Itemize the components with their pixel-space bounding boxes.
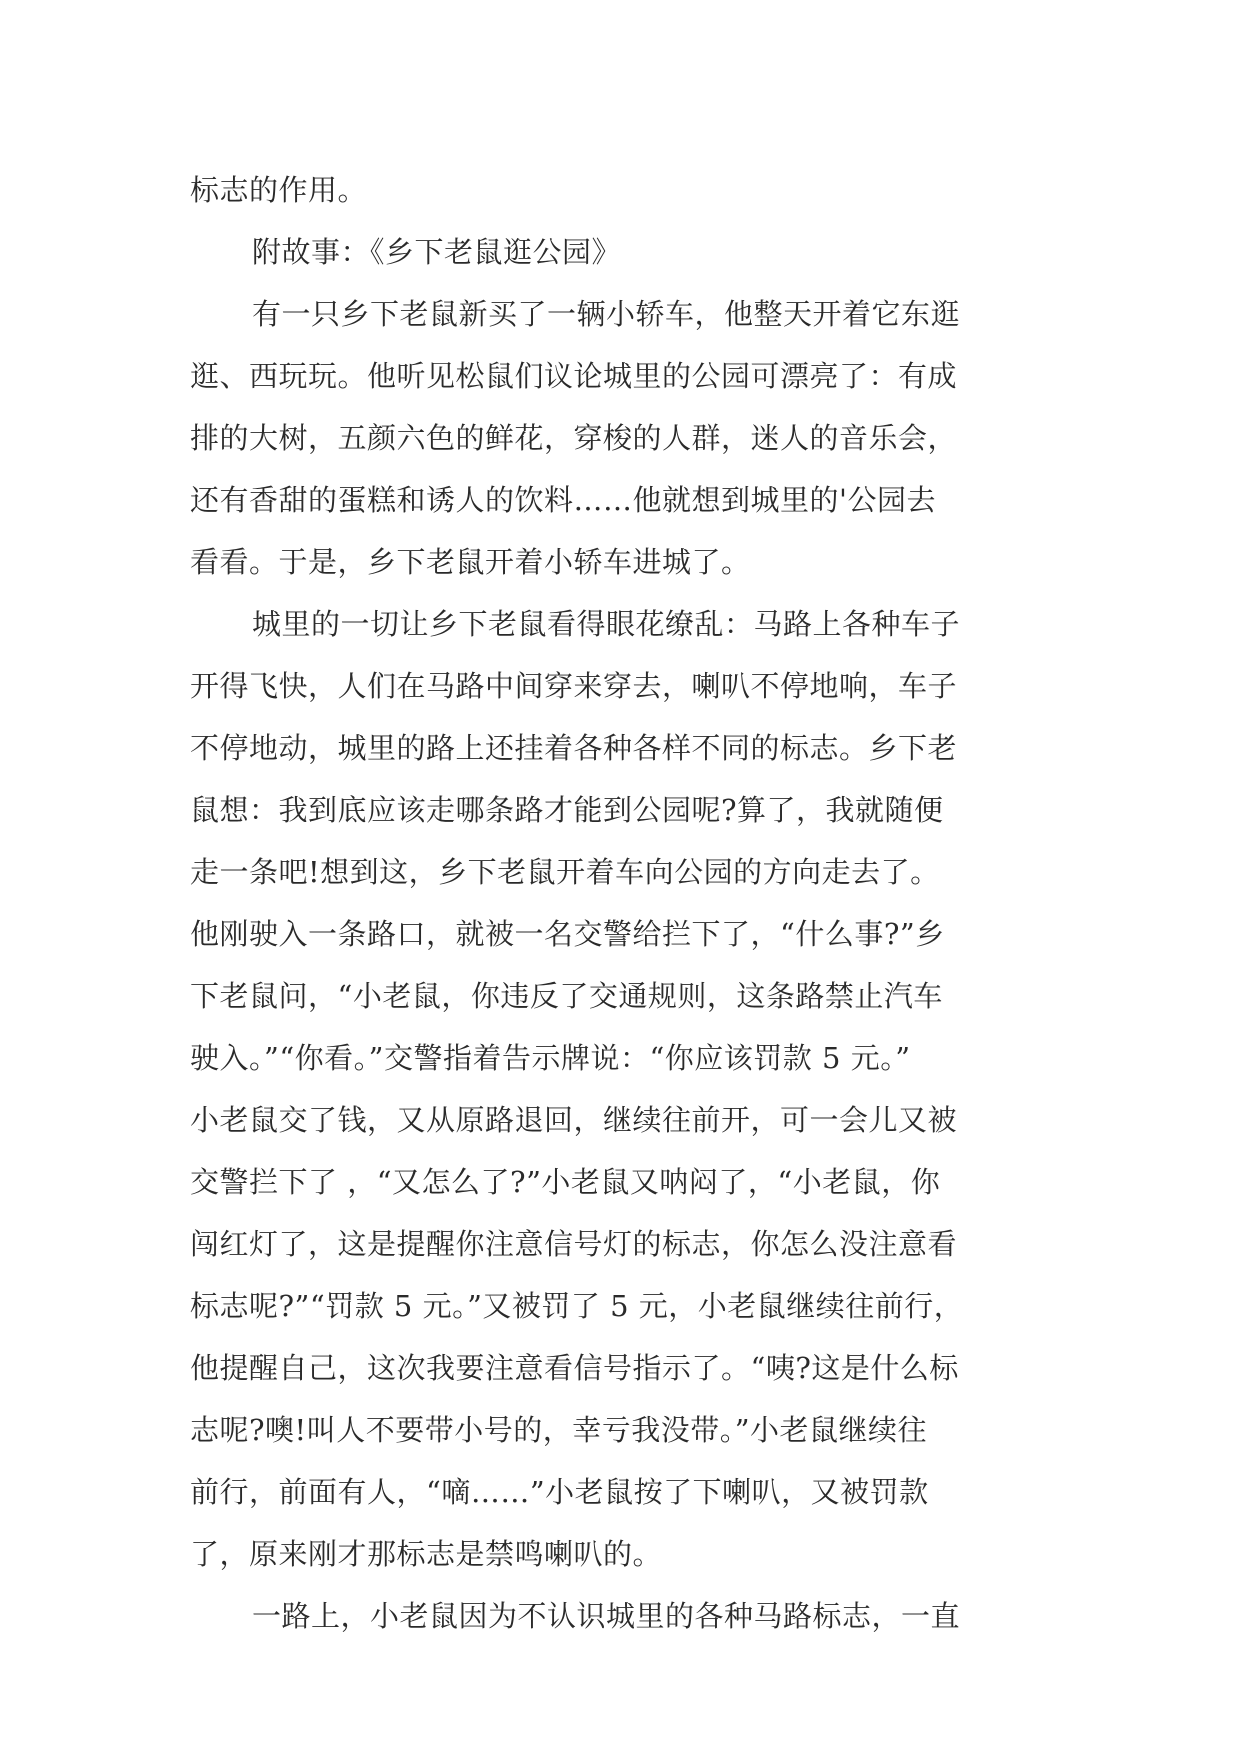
- text-line-22: 前行，前面有人，“嘀……”小老鼠按了下喇叭，又被罚款: [190, 1475, 929, 1509]
- text-line-23: 了，原来刚才那标志是禁鸣喇叭的。: [190, 1537, 663, 1571]
- text-line-14: 下老鼠问，“小老鼠，你违反了交通规则，这条路禁止汽车: [190, 979, 943, 1013]
- text-line-16: 小老鼠交了钱，又从原路退回，继续往前开，可一会儿又被: [190, 1103, 958, 1137]
- text-line-13: 他刚驶入一条路口，就被一名交警给拦下了，“什么事?”乡: [190, 917, 945, 951]
- text-line-11: 鼠想：我到底应该走哪条路才能到公园呢?算了，我就随便: [190, 793, 944, 827]
- text-line-12: 走一条吧!想到这，乡下老鼠开着车向公园的方向走去了。: [190, 855, 940, 889]
- text-line-5: 排的大树，五颜六色的鲜花，穿梭的人群，迷人的音乐会，: [190, 421, 958, 455]
- text-line-9: 开得飞快，人们在马路中间穿来穿去，喇叭不停地响，车子: [190, 669, 958, 703]
- text-line-21: 志呢?噢!叫人不要带小号的，幸亏我没带。”小老鼠继续往: [190, 1413, 928, 1447]
- text-line-3: 有一只乡下老鼠新买了一辆小轿车，他整天开着它东逛: [252, 297, 961, 331]
- text-line-18: 闯红灯了，这是提醒你注意信号灯的标志，你怎么没注意看: [190, 1227, 958, 1261]
- text-line-8: 城里的一切让乡下老鼠看得眼花缭乱：马路上各种车子: [252, 607, 961, 641]
- text-line-7: 看看。于是，乡下老鼠开着小轿车进城了。: [190, 545, 751, 579]
- text-line-1: 标志的作用。: [190, 173, 368, 207]
- text-line-24: 一路上，小老鼠因为不认识城里的各种马路标志，一直: [252, 1599, 961, 1633]
- text-line-19: 标志呢?”“罚款 5 元。”又被罚了 5 元，小老鼠继续往前行，: [190, 1289, 964, 1323]
- text-line-20: 他提醒自己，这次我要注意看信号指示了。“咦?这是什么标: [190, 1351, 959, 1385]
- text-line-10: 不停地动，城里的路上还挂着各种各样不同的标志。乡下老: [190, 731, 958, 765]
- story-title-line: 附故事：《乡下老鼠逛公园》: [252, 235, 622, 269]
- text-line-4: 逛、西玩玩。他听见松鼠们议论城里的公园可漂亮了：有成: [190, 359, 958, 393]
- text-line-6: 还有香甜的蛋糕和诱人的饮料……他就想到城里的'公园去: [190, 483, 936, 517]
- story-text-block: [190, 159, 1050, 1647]
- text-line-17: 交警拦下了 ，“又怎么了?”小老鼠又呐闷了，“小老鼠，你: [190, 1165, 941, 1199]
- text-line-15: 驶入。”“你看。”交警指着告示牌说：“你应该罚款 5 元。”: [190, 1041, 911, 1075]
